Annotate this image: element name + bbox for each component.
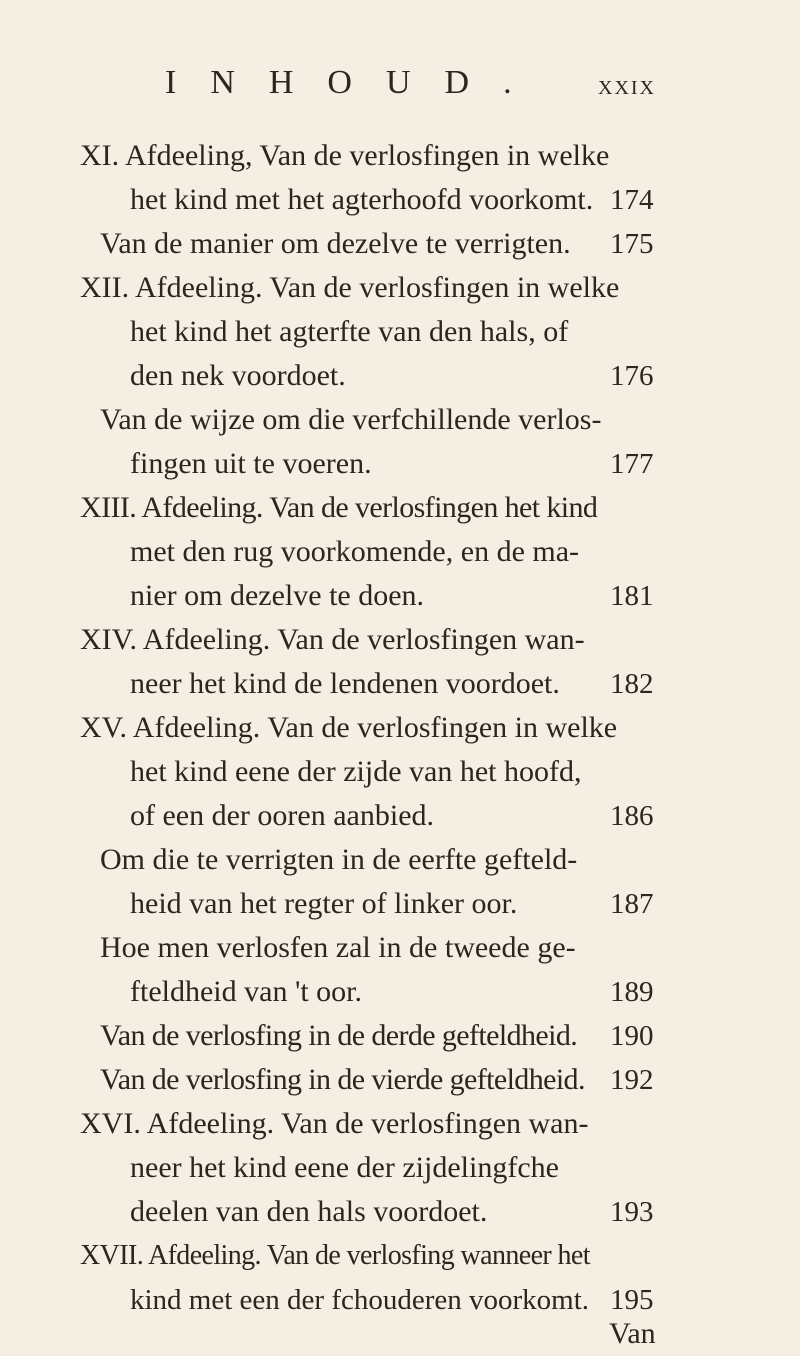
toc-page-ref: 182 (610, 668, 654, 700)
toc-line (0, 530, 800, 574)
toc-line (0, 354, 800, 398)
toc-entry-text: Hoe men verlosfen zal in de tweede ge- (100, 931, 576, 964)
toc-entry-text: fingen uit te voeren. (130, 447, 372, 480)
running-header (0, 64, 800, 114)
toc-entry-text: den nek voordoet. (130, 359, 346, 392)
toc-entry-text: XV. Afdeeling. Van de verlosfingen in welke (80, 711, 618, 744)
toc-line (0, 882, 800, 926)
toc-entry-text: kind met een der fchouderen voorkomt. (130, 1284, 590, 1316)
toc-line (0, 794, 800, 838)
toc-line (0, 442, 800, 486)
toc-line (0, 926, 800, 970)
toc-line (0, 178, 800, 222)
toc-page-ref: 195 (610, 1284, 654, 1316)
toc-entry-text: XVI. Afdeeling. Van de verlosfingen wan- (80, 1107, 589, 1140)
toc-page-ref: 174 (610, 184, 654, 216)
toc-line (0, 266, 800, 310)
toc-entry-text: XII. Afdeeling. Van de verlosfingen in welke (80, 271, 620, 304)
toc-entry-text: XVII. Afdeeling. Van de verlosfing wanneer het (80, 1240, 590, 1271)
toc-entry-text: neer het kind eene der zijdelingfche (130, 1151, 559, 1184)
catchword: Van (609, 1317, 656, 1350)
toc-line (0, 134, 800, 178)
toc-entry-text: deelen van den hals voordoet. (130, 1195, 488, 1228)
toc-entry-text: heid van het regter of linker oor. (130, 887, 518, 920)
toc-page-ref: 186 (610, 800, 654, 832)
toc-page-ref: 190 (610, 1020, 654, 1052)
toc-entry-text: fteldheid van 't oor. (130, 975, 363, 1008)
toc-entry-text: het kind eene der zijde van het hoofd, (130, 755, 582, 788)
toc-line (0, 970, 800, 1014)
toc-line (0, 838, 800, 882)
toc-line (0, 1058, 800, 1102)
toc-entry-text: of een der ooren aanbied. (130, 799, 435, 832)
page-number: xxix (598, 70, 656, 101)
toc-entry-text: het kind het agterfte van den hals, of (130, 315, 569, 348)
page-title: INHOUD. (165, 64, 546, 101)
toc-line (0, 310, 800, 354)
toc-line (0, 486, 800, 530)
toc-entry-text: XIII. Afdeeling. Van de verlosfingen het kind (80, 491, 598, 524)
toc-entry-text: XIV. Afdeeling. Van de verlosfingen wan- (80, 623, 585, 656)
toc-line (0, 1146, 800, 1190)
toc-entry-text: Van de verlosfing in de vierde gefteldheid. (100, 1063, 585, 1096)
toc-line (0, 222, 800, 266)
toc-line (0, 398, 800, 442)
toc-line (0, 1102, 800, 1146)
toc-page-ref: 176 (610, 360, 654, 392)
toc-page-ref: 177 (610, 448, 654, 480)
toc-entry-text: neer het kind de lendenen voordoet. (130, 667, 560, 700)
toc-line (0, 1190, 800, 1234)
toc-page-ref: 189 (610, 976, 654, 1008)
toc-entry-text: met den rug voorkomende, en de ma- (130, 535, 580, 568)
toc-page-ref: 187 (610, 888, 654, 920)
toc-line (0, 750, 800, 794)
toc-entry-text: nier om dezelve te doen. (130, 579, 425, 612)
toc-entry-text: Van de wijze om die verfchillende verlos- (100, 403, 602, 436)
toc-line (0, 1278, 800, 1322)
toc-page-ref: 192 (610, 1064, 654, 1096)
toc-line (0, 574, 800, 618)
toc-line (0, 706, 800, 750)
toc-entry-text: Van de manier om dezelve te verrigten. (100, 227, 571, 260)
toc-entry-text: Van de verlosfing in de derde gefteldheid. (100, 1019, 578, 1052)
toc-page-ref: 193 (610, 1196, 654, 1228)
toc-entry-text: het kind met het agterhoofd voorkomt. (130, 183, 594, 216)
toc-page-ref: 181 (610, 580, 654, 612)
toc-entry-text: XI. Afdeeling, Van de verlosfingen in welke (80, 139, 610, 172)
toc-line (0, 1234, 800, 1278)
toc-line (0, 1014, 800, 1058)
toc-page-ref: 175 (610, 228, 654, 260)
toc-entry-text: Om die te verrigten in de eerfte gefteld- (100, 843, 578, 876)
toc-line (0, 618, 800, 662)
toc-line (0, 662, 800, 706)
